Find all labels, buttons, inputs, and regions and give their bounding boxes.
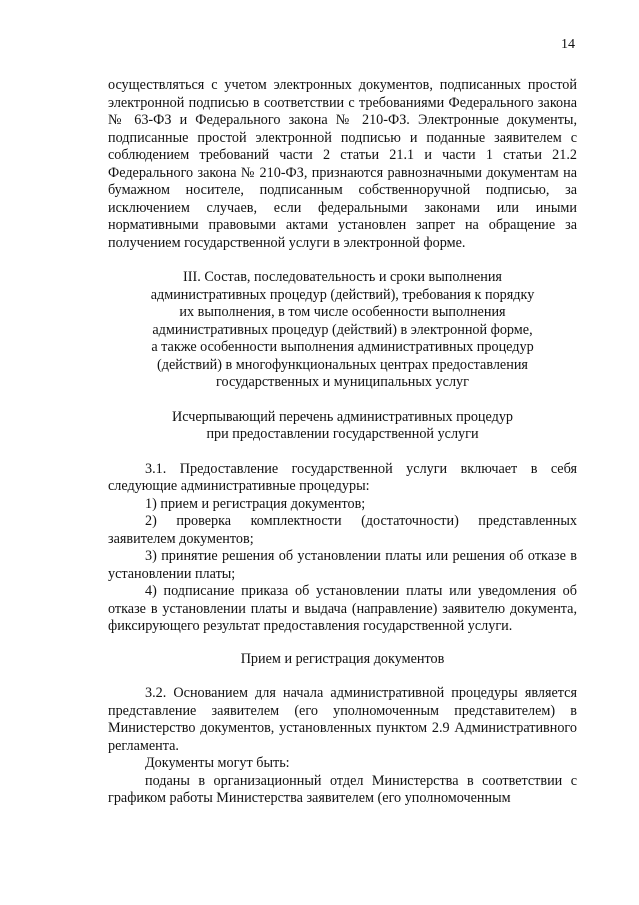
procedures-subheading: [108, 409, 577, 444]
section-heading-line: (действий) в многофункциональных центрах предоставления: [157, 356, 528, 373]
clause-3-2-intro: 3.2. Основанием для начала административной процедуры является представление заявителем (его уполномоченным представителем) в Министерство документов, установленных пунктом 2.9 Административного регламента.: [108, 685, 577, 754]
intro-paragraph: осуществляться с учетом электронных документов, подписанных простой электронной подписью в соответствии с требованиями Федерального закона № 63-ФЗ и Федерального закона № 210-ФЗ. Электронные документы, подписанные простой электронной подписью и поданные заявителем с соблюдением требований части 2 статьи 21.1 и части 1 статьи 21.2 Федерального закона № 210-ФЗ, признаются равнозначными документам на бумажном носителе, подписанным собственноручной подписью, за исключением случаев, если федеральными законами или иными нормативными правовыми актами установлен запрет на обращение за получением государственной услуги в электронной форме.: [108, 77, 577, 251]
page-number: 14: [561, 37, 575, 52]
section-heading-line: их выполнения, в том числе особенности выполнения: [179, 304, 506, 320]
section-heading: [108, 269, 577, 392]
section-heading-line: административных процедур (действий), требования к порядку: [150, 286, 535, 303]
clause-3-1-intro: 3.1. Предоставление государственной услуги включает в себя следующие административные процедуры:: [108, 460, 577, 494]
subheading-line: при предоставлении государственной услуги: [206, 426, 479, 442]
page-content: [108, 77, 577, 808]
section-heading-line: административных процедур (действий) в электронной форме,: [152, 321, 533, 338]
section-heading-line: а также особенности выполнения административных процедур: [151, 339, 534, 355]
reception-heading: Прием и регистрация документов: [240, 650, 445, 667]
submitted-paragraph: поданы в организационный отдел Министерства в соответствии с графиком работы Министерства заявителем (его уполномоченным: [108, 772, 577, 806]
list-item: 4) подписание приказа об установлении платы или уведомления об отказе в установлении платы и выдача (направление) заявителю документа, фиксирующего результат предоставления государственной услуги.: [108, 583, 577, 634]
section-heading-line: III. Состав, последовательность и сроки выполнения: [183, 269, 502, 285]
clause-3-2: [108, 685, 577, 808]
documents-may-be: Документы могут быть:: [145, 755, 290, 771]
list-item: 3) принятие решения об установлении платы или решения об отказе в установлении платы;: [108, 548, 577, 582]
subheading-line: Исчерпывающий перечень административных процедур: [171, 408, 514, 425]
clause-3-1: [108, 461, 577, 636]
section-heading-line: государственных и муниципальных услуг: [216, 374, 469, 390]
list-item: 2) проверка комплектности (достаточности) представленных заявителем документов;: [108, 513, 577, 547]
list-item: 1) прием и регистрация документов;: [145, 495, 366, 512]
